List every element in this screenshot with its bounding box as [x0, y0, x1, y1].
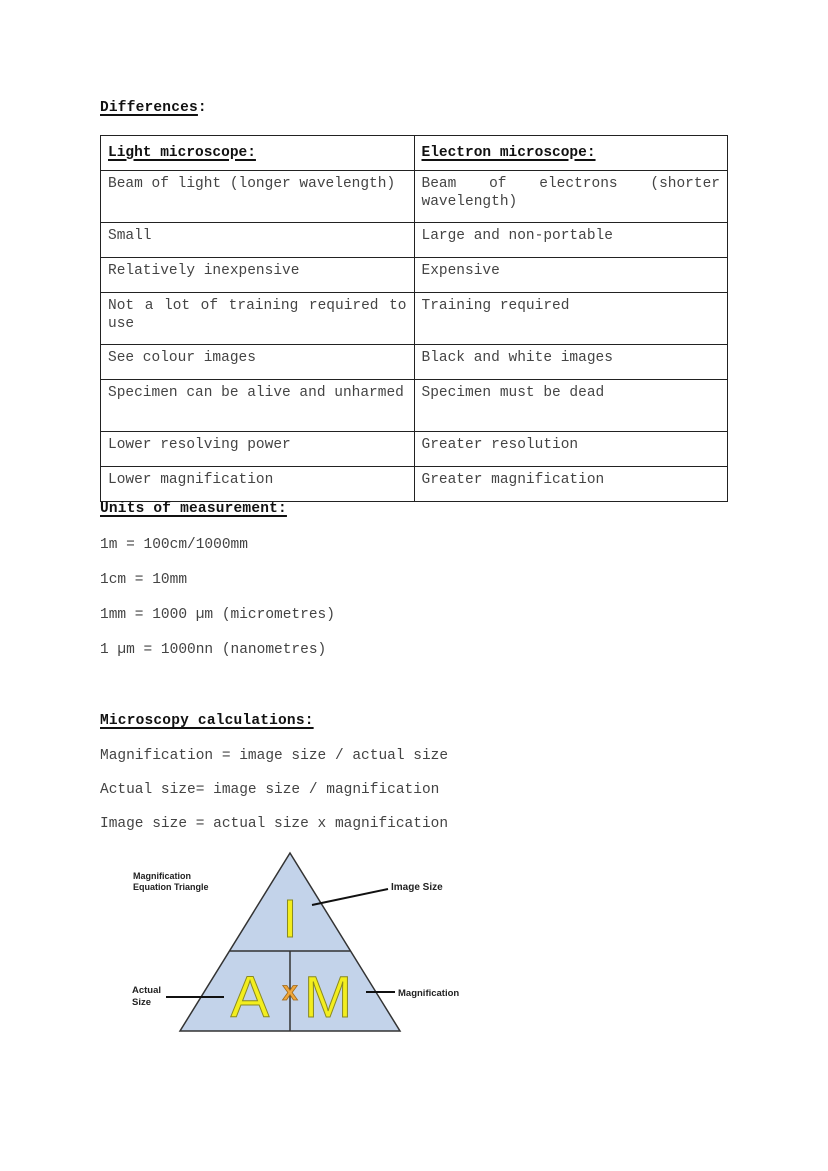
magnification-triangle-diagram [120, 845, 470, 1040]
diagram-caption: Equation Triangle [133, 882, 209, 892]
units-line: 1mm = 1000 µm (micrometres) [100, 607, 335, 623]
table-cell: Relatively inexpensive [101, 258, 415, 293]
table-row [101, 223, 728, 258]
multiply-icon: x [282, 975, 298, 1006]
units-line: 1 µm = 1000nn (nanometres) [100, 642, 327, 658]
table-cell: See colour images [101, 345, 415, 380]
units-heading: Units of measurement: [100, 501, 287, 517]
table-cell: Specimen must be dead [414, 380, 728, 432]
letter-magnification: M [303, 965, 353, 1030]
label-image-size: Image Size [391, 882, 443, 893]
table-cell: Small [101, 223, 415, 258]
units-line: 1m = 100cm/1000mm [100, 537, 248, 553]
header-electron-microscope: Electron microscope: [414, 136, 728, 171]
table-row [101, 171, 728, 223]
calculations-heading: Microscopy calculations: [100, 713, 314, 729]
differences-table [100, 135, 728, 502]
table-cell: Lower resolving power [101, 432, 415, 467]
table-cell: Greater magnification [414, 467, 728, 502]
table-row [101, 380, 728, 432]
table-row [101, 345, 728, 380]
table-cell: Not a lot of training required to use [101, 293, 415, 345]
header-light-microscope: Light microscope: [101, 136, 415, 171]
table-row [101, 467, 728, 502]
table-row [101, 293, 728, 345]
table-cell: Beam of electrons (shorter wavelength) [414, 171, 728, 223]
label-actual-size: Size [132, 997, 152, 1008]
table-header-row [101, 136, 728, 171]
label-magnification: Magnification [398, 988, 460, 999]
formula-line: Image size = actual size x magnification [100, 816, 449, 832]
table-cell: Training required [414, 293, 728, 345]
diagram-caption: Magnification [133, 871, 191, 881]
formula-line: Magnification = image size / actual size [100, 748, 449, 764]
table-row [101, 258, 728, 293]
table-row [101, 432, 728, 467]
leader-line-image [312, 889, 388, 905]
table-cell: Black and white images [414, 345, 728, 380]
table-cell: Beam of light (longer wavelength) [101, 171, 415, 223]
table-cell: Specimen can be alive and unharmed [101, 380, 415, 432]
formula-line: Actual size= image size / magnification [100, 782, 440, 798]
units-line: 1cm = 10mm [100, 572, 188, 588]
table-cell: Lower magnification [101, 467, 415, 502]
table-cell: Large and non-portable [414, 223, 728, 258]
label-actual-size: Actual [132, 985, 162, 996]
letter-image: I [282, 889, 298, 949]
table-cell: Greater resolution [414, 432, 728, 467]
letter-actual: A [230, 965, 270, 1030]
table-cell: Expensive [414, 258, 728, 293]
differences-heading: Differences: [100, 100, 207, 116]
